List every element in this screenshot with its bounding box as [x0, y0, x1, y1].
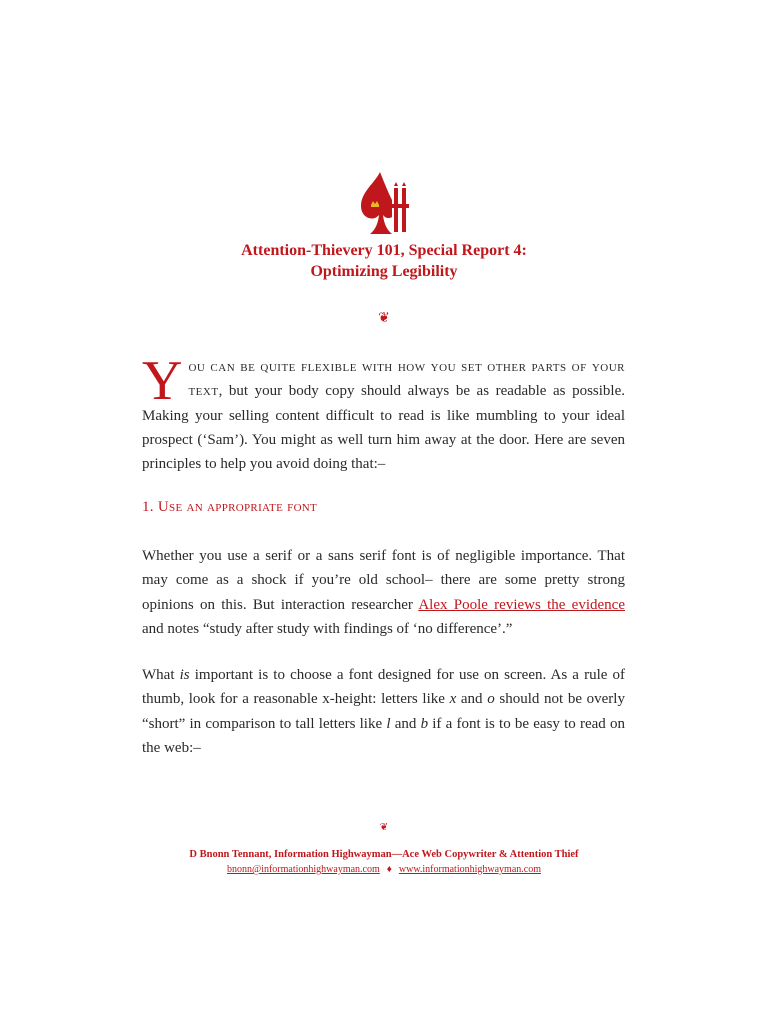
p2-letter-l: l: [386, 715, 391, 732]
p2-letter-b: b: [420, 715, 429, 732]
p2-emphasis-is: is: [179, 667, 190, 683]
p2-text: if a font is to be easy to read on the web:–: [142, 715, 625, 756]
title-line-2: Optimizing Legibility: [310, 263, 458, 280]
footer-fleuron-ornament: ❦: [379, 822, 389, 833]
alex-poole-link[interactable]: Alex Poole reviews the evidence: [418, 596, 625, 613]
footer-links: [0, 864, 768, 875]
drop-cap: Y: [142, 350, 183, 412]
body-paragraph-2: [142, 663, 625, 760]
section-heading: 1. Use an appropriate font: [142, 499, 318, 515]
p2-text: important is to choose a font designed for use on screen. As a rule of thumb, look for a reasonable x-height: letters like: [142, 667, 625, 708]
p2-text: and: [456, 691, 488, 708]
footer-author: D Bnonn Tennant, Information Highwayman—Ace Web Copywriter & Attention Thief: [189, 849, 579, 860]
p2-text: should not be overly “short” in comparison to tall letters like: [142, 691, 625, 732]
page-title: [0, 240, 768, 282]
intro-rest: , but your body copy should always be as readable as possible. Making your selling content difficult to read is like mumbling to your ideal prospect (‘Sam’). You might as well turn him away at the door. Here are seven principles to help you avoid doing that:–: [142, 383, 625, 473]
email-link[interactable]: bnonn@informationhighwayman.com: [226, 864, 380, 875]
diamond-separator-icon: ♦: [386, 864, 392, 875]
p1-text-after: and notes “study after study with findings of ‘no difference’.”: [142, 620, 513, 637]
intro-paragraph: [142, 350, 625, 476]
website-link[interactable]: www.informationhighwayman.com: [398, 864, 541, 875]
p2-letter-x: x: [449, 691, 457, 708]
p1-text-before: Whether you use a serif or a sans serif font is of negligible importance. That may come as a shock if you’re old school– there are some pretty strong opinions on this. But interaction researcher: [142, 548, 625, 613]
spade-h-logo-icon: [358, 170, 410, 236]
intro-lead: ou can be quite flexible with how you set other parts of your text: [188, 359, 625, 400]
p2-text: and: [390, 715, 421, 732]
body-paragraph-1: [142, 544, 625, 641]
p2-text: What: [142, 667, 180, 683]
fleuron-ornament: ❦: [378, 311, 390, 326]
title-line-1: Attention-Thievery 101, Special Report 4:: [241, 242, 527, 259]
p2-letter-o: o: [487, 691, 495, 708]
